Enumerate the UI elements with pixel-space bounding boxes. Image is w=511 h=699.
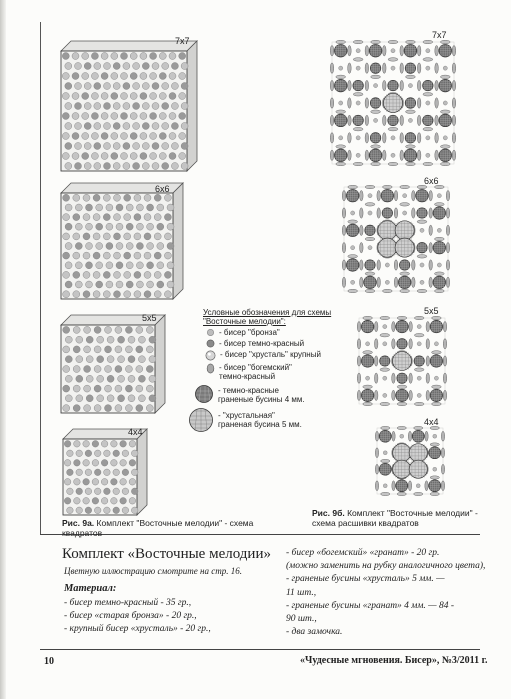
embroidery-size-label-7x7: 7x7 xyxy=(432,30,447,40)
page-number: 10 xyxy=(44,656,54,667)
materials-item: - бисер темно-красный - 35 гр., xyxy=(64,598,192,608)
legend-item xyxy=(205,350,348,361)
figure-9b-text: Комплект "Восточные мелодии" - схема расшивки квадратов xyxy=(312,508,478,528)
embroidery-size-label-4x4: 4x4 xyxy=(424,417,439,427)
embroidery-scheme-6x6 xyxy=(342,185,450,293)
materials-list-col1 xyxy=(64,597,211,636)
figure-9b-label: Рис. 9б. xyxy=(312,508,345,518)
square-scheme-5x5 xyxy=(60,314,166,414)
embroidery-size-label-5x5: 5x5 xyxy=(424,306,439,316)
materials-item: 11 шт., xyxy=(286,587,317,598)
embroidery-scheme-5x5 xyxy=(357,316,447,406)
legend-item-label: - бисер "богемский" темно-красный xyxy=(219,363,292,381)
bead-bronze-icon xyxy=(206,328,215,337)
materials-item: - крупный бисер «хрусталь» - 20 гр., xyxy=(64,624,211,634)
legend-item-label: - темно-красные граненые бусины 4 мм. xyxy=(218,386,305,404)
legend-title: Условные обозначения для схемы "Восточные мелодии": xyxy=(203,308,332,326)
magazine-footer: «Чудесные мгновения. Бисер», №3/2011 г. xyxy=(300,655,488,666)
legend-item-label: - бисер темно-красный xyxy=(219,339,305,348)
bead-dark-red-icon xyxy=(206,339,215,348)
square-scheme-7x7 xyxy=(60,40,198,172)
materials-item: - граненые бусины «гранат» 4 мм. — 84 - xyxy=(286,600,455,611)
legend-item xyxy=(206,328,348,337)
legend-item xyxy=(206,339,348,348)
size-label-5x5: 5x5 xyxy=(142,313,157,323)
legend-item xyxy=(188,407,348,433)
embroidery-size-label-6x6: 6x6 xyxy=(424,176,439,186)
page-binding-shadow xyxy=(0,0,6,699)
legend xyxy=(188,308,348,433)
legend-item xyxy=(206,363,348,381)
square-scheme-6x6 xyxy=(60,182,184,300)
bead-crystal-large-icon xyxy=(205,350,216,361)
embroidery-scheme-7x7 xyxy=(330,40,456,166)
footer-rule xyxy=(40,649,480,650)
article-subhead: Цветную иллюстрацию смотрите на стр. 16. xyxy=(64,566,242,576)
bead-bohemian-icon xyxy=(206,363,215,374)
legend-item-label: - бисер "бронза" xyxy=(219,328,280,337)
materials-item: - бисер «богемский» «гранат» - 20 гр. xyxy=(286,548,440,558)
legend-item-label: - "хрустальная" граненая бусина 5 мм. xyxy=(218,411,302,429)
materials-list-col2 xyxy=(286,547,485,639)
faceted-bead-5mm-icon xyxy=(188,407,214,433)
legend-item-label: - бисер "хрусталь" крупный xyxy=(220,350,321,359)
figure-9a-label: Рис. 9а. xyxy=(62,518,95,528)
legend-item xyxy=(194,384,348,404)
size-label-7x7: 7x7 xyxy=(175,36,190,46)
materials-item: 90 шт., xyxy=(286,614,317,625)
embroidery-scheme-4x4 xyxy=(375,426,445,496)
materials-item: (можно заменить на рубку аналогичного цвета), xyxy=(286,561,486,572)
materials-item: - бисер «старая бронза» - 20 гр., xyxy=(64,611,197,621)
materials-title: Материал: xyxy=(64,583,117,594)
left-rule xyxy=(40,22,41,534)
square-scheme-4x4 xyxy=(62,428,148,516)
size-label-6x6: 6x6 xyxy=(155,184,170,194)
faceted-bead-4mm-icon xyxy=(194,384,214,404)
figure-9a-caption xyxy=(62,518,262,538)
figure-9b-caption xyxy=(312,508,487,528)
materials-item: - два замочка. xyxy=(286,627,343,638)
figure-9a-text: Комплект "Восточные мелодии" - схема квадратов xyxy=(62,518,254,538)
article-heading: Комплект «Восточные мелодии» xyxy=(62,546,271,562)
materials-item: - граненые бусины «хрусталь» 5 мм. — xyxy=(286,574,445,585)
size-label-4x4: 4x4 xyxy=(128,427,143,437)
